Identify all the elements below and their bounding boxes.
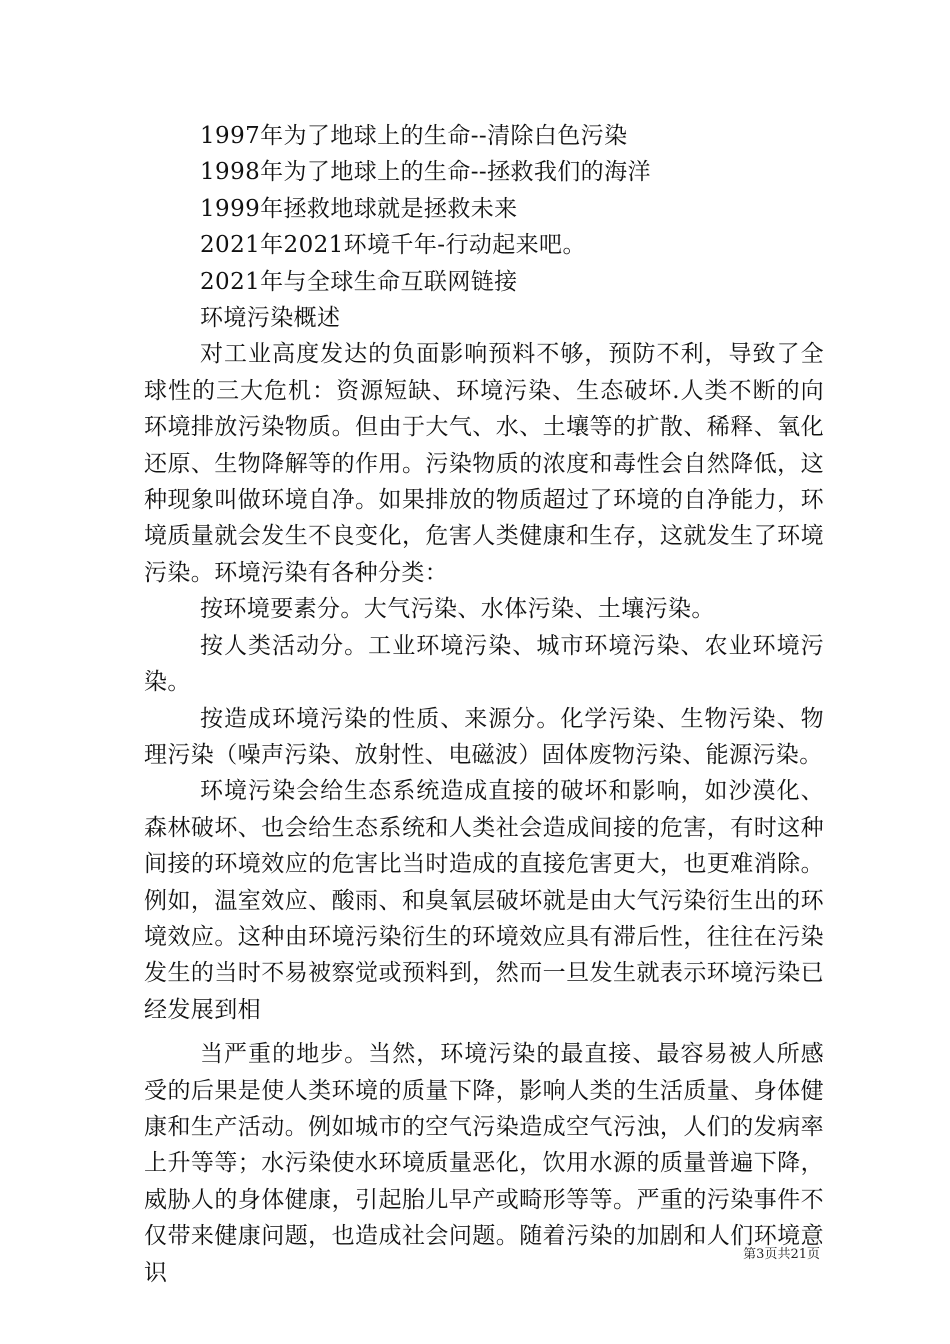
paragraph-by-element: 按环境要素分。大气污染、水体污染、土壤污染。 bbox=[200, 596, 715, 623]
page-number-footer: 第3页共21页 bbox=[743, 1247, 820, 1262]
paragraph-overview: 对工业高度发达的负面影响预料不够，预防不利，导致了全球性的三大危机：资源短缺、环境污染、生态破坏.人类不断的向环境排放污染物质。但由于大气、水、土壤等的扩散、稀释、氧化还原、生物降解等的作用。污染物质的浓度和毒性会自然降低，这种现象叫做环境自净。如果排放的物质超过了环境的自净能力，环境质量就会发生不良变化，危害人类健康和生存，这就发生了环境污染。环境污染有各种分类： bbox=[144, 341, 824, 586]
paragraph-effects: 环境污染会给生态系统造成直接的破坏和影响，如沙漠化、森林破坏、也会给生态系统和人类社会造成间接的危害，有时这种间接的环境效应的危害比当时造成的直接危害更大，也更难消除。例如，温室效应、酸雨、和臭氧层破坏就是由大气污染衍生出的环境效应。这种由环境污染衍生的环境效应具有滞后性，往往在污染发生的当时不易被察觉或预料到，然而一旦发生就表示环境污染已经发展到相 bbox=[144, 778, 824, 1023]
list-line-2021-b: 2021年与全球生命互联网链接 bbox=[200, 268, 518, 295]
list-line-1999: 1999年拯救地球就是拯救未来 bbox=[200, 195, 518, 222]
section-title: 环境污染概述 bbox=[200, 305, 341, 332]
paragraph-by-activity: 按人类活动分。工业环境污染、城市环境污染、农业环境污染。 bbox=[144, 632, 824, 696]
document-body bbox=[144, 118, 824, 1291]
list-line-2021-a: 2021年2021环境千年-行动起来吧。 bbox=[200, 232, 586, 259]
list-line-1998: 1998年为了地球上的生命--拯救我们的海洋 bbox=[200, 159, 651, 186]
paragraph-consequences: 当严重的地步。当然，环境污染的最直接、最容易被人所感受的后果是使人类环境的质量下降，影响人类的生活质量、身体健康和生产活动。例如城市的空气污染造成空气污浊，人们的发病率上升等等；水污染使水环境质量恶化，饮用水源的质量普遍下降，威胁人的身体健康，引起胎儿早产或畸形等等。严重的污染事件不仅带来健康问题，也造成社会问题。随着污染的加剧和人们环境意识 bbox=[144, 1041, 824, 1286]
list-line-1997: 1997年为了地球上的生命--清除白色污染 bbox=[200, 123, 628, 149]
paragraph-by-nature: 按造成环境污染的性质、来源分。化学污染、生物污染、物理污染（噪声污染、放射性、电磁波）固体废物污染、能源污染。 bbox=[144, 705, 824, 768]
